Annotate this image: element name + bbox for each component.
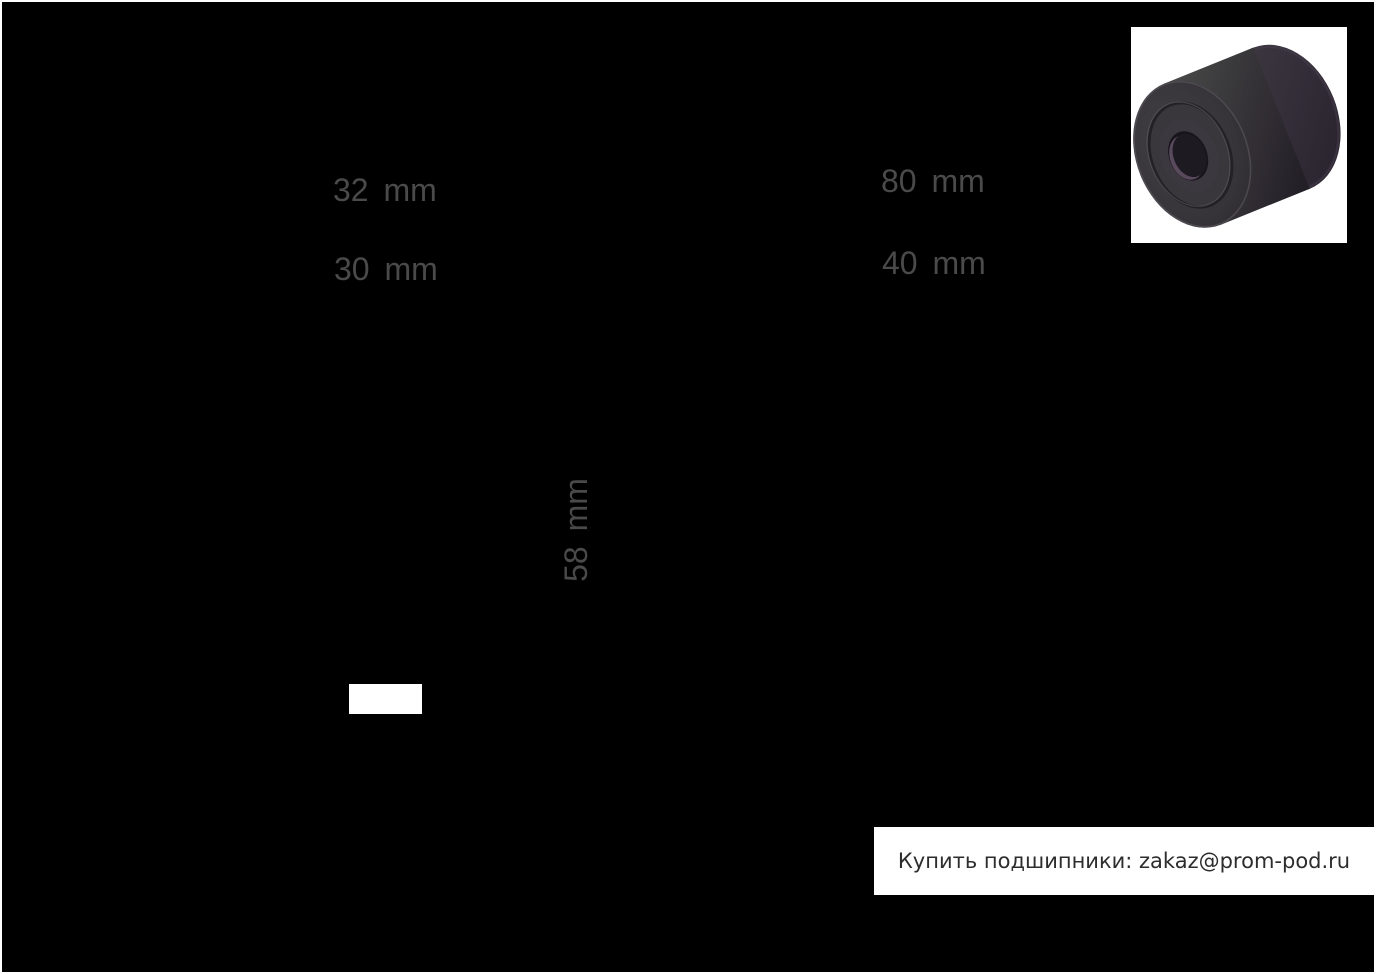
contact-banner bbox=[874, 827, 1374, 895]
dimension-label-32mm: 32 mm bbox=[333, 172, 437, 208]
dimension-label-30mm: 30 mm bbox=[334, 251, 438, 287]
dimension-label-58mm: 58 mm bbox=[558, 478, 594, 582]
bearing-3d-icon bbox=[1131, 27, 1347, 243]
bearing-product-image bbox=[1131, 27, 1347, 243]
contact-banner-text: Купить подшипники: zakaz@prom-pod.ru bbox=[897, 849, 1351, 873]
dimension-label-80mm: 80 mm bbox=[881, 163, 985, 199]
blank-patch bbox=[349, 684, 422, 714]
dimension-label-40mm: 40 mm bbox=[882, 245, 986, 281]
